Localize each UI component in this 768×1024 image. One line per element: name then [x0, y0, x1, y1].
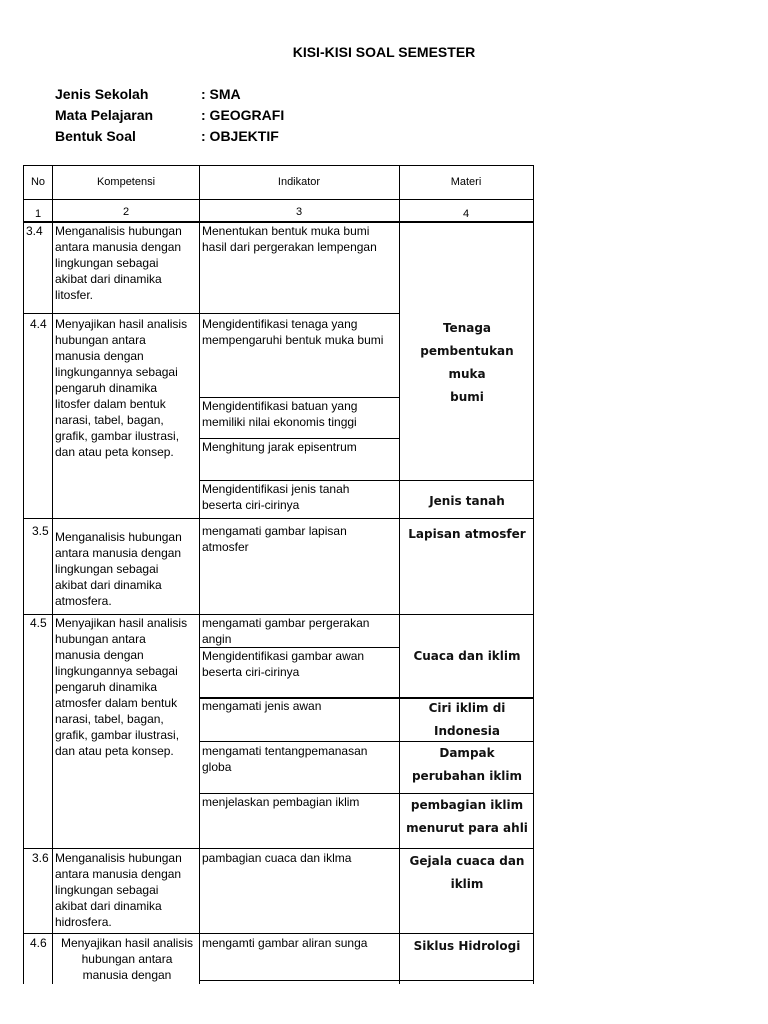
- indicator-text: mengamati gambar lapisan atmosfer: [202, 524, 347, 554]
- material-text: Cuaca dan iklim: [413, 649, 521, 663]
- competency-number: 4.4: [30, 317, 47, 331]
- document-meta: [55, 85, 284, 148]
- indicator-text: Menghitung jarak episentrum: [202, 440, 357, 454]
- indicator-text: mengamati gambar pergerakan angin: [202, 616, 370, 646]
- meta-value: : OBJEKTIF: [201, 128, 279, 144]
- competency-text: Menganalisis hubungan antara manusia dengan lingkungan sebagai akibat dari dinamika litosfer.: [55, 224, 182, 302]
- indicator-text: Mengidentifikasi jenis tanah beserta ciri-cirinya: [202, 482, 350, 512]
- column-number: 3: [295, 206, 303, 218]
- indicator-text: Menentukan bentuk muka bumi hasil dari pergerakan lempengan: [202, 224, 377, 254]
- column-divider: [199, 165, 200, 984]
- indicator-text: mengamati tentangpemanasan globa: [202, 744, 368, 774]
- row-divider: [23, 199, 534, 200]
- column-header-indikator: Indikator: [277, 176, 321, 188]
- material-text: Lapisan atmosfer: [408, 527, 526, 541]
- indicator-text: Mengidentifikasi tenaga yang mempengaruhi bentuk muka bumi: [202, 317, 384, 347]
- table-border-top: [23, 165, 534, 166]
- indicator-text: pambagian cuaca dan iklma: [202, 851, 352, 865]
- document-title: KISI-KISI SOAL SEMESTER: [292, 44, 476, 60]
- column-number: 2: [122, 206, 130, 218]
- competency-number: 3.5: [32, 524, 49, 538]
- competency-number: 4.5: [30, 616, 47, 630]
- material-text: pembagian iklim menurut para ahli: [406, 798, 528, 835]
- column-header-materi: Materi: [450, 176, 482, 188]
- material-text: Ciri iklim di Indonesia: [428, 701, 506, 738]
- indicator-text: mengamti gambar aliran sunga: [202, 936, 368, 950]
- competency-text: Menyajikan hasil analisis hubungan antara manusia dengan lingkungannya sebagai pengaruh dinamika atmosfer dalam bentuk narasi, tabel, bagan, grafik, gambar ilustrasi, dan atau peta konsep.: [55, 616, 188, 758]
- competency-text: Menyajikan hasil analisis hubungan antara manusia dengan: [60, 936, 194, 982]
- column-number: 4: [462, 208, 470, 220]
- meta-label: Jenis Sekolah: [55, 86, 149, 102]
- material-text: Tenaga pembentukan muka bumi: [420, 321, 514, 404]
- indicator-text: Mengidentifikasi gambar awan beserta ciri-cirinya: [202, 649, 365, 679]
- table-border-left: [23, 165, 24, 984]
- competency-text: Menganalisis hubungan antara manusia dengan lingkungan sebagai akibat dari dinamika hidrosfera.: [55, 851, 182, 929]
- material-text: Siklus Hidrologi: [413, 939, 521, 953]
- competency-text: Menyajikan hasil analisis hubungan antara manusia dengan lingkungannya sebagai pengaruh dinamika litosfer dalam bentuk narasi, tabel, bagan, grafik, gambar ilustrasi, dan atau peta konsep.: [55, 317, 188, 459]
- column-header-kompetensi: Kompetensi: [96, 176, 156, 188]
- indicator-text: Mengidentifikasi batuan yang memiliki nilai ekonomis tinggi: [202, 399, 358, 429]
- column-header-no: No: [30, 176, 46, 188]
- row-divider: [23, 848, 534, 849]
- row-divider: [23, 313, 400, 314]
- competency-text: Menganalisis hubungan antara manusia dengan lingkungan sebagai akibat dari dinamika atmosfera.: [55, 530, 182, 608]
- material-text: Jenis tanah: [429, 494, 505, 508]
- meta-row-question-type: [55, 127, 284, 148]
- competency-number: 3.4: [26, 224, 43, 238]
- indicator-text: mengamati jenis awan: [202, 699, 322, 713]
- material-text: Gejala cuaca dan iklim: [409, 854, 525, 891]
- meta-label: Mata Pelajaran: [55, 107, 154, 123]
- row-divider: [199, 980, 534, 981]
- meta-label: Bentuk Soal: [55, 128, 136, 144]
- competency-number: 3.6: [32, 851, 49, 865]
- competency-number: 4.6: [30, 936, 47, 950]
- meta-row-subject: [55, 106, 284, 127]
- meta-row-school: [55, 85, 284, 106]
- column-divider: [52, 165, 53, 984]
- meta-value: : GEOGRAFI: [201, 107, 285, 123]
- material-text: Dampak perubahan iklim: [411, 746, 523, 783]
- row-divider: [23, 933, 534, 934]
- column-number: 1: [34, 208, 42, 220]
- meta-value: : SMA: [201, 86, 241, 102]
- row-divider: [23, 518, 534, 519]
- indicator-text: menjelaskan pembagian iklim: [202, 795, 360, 809]
